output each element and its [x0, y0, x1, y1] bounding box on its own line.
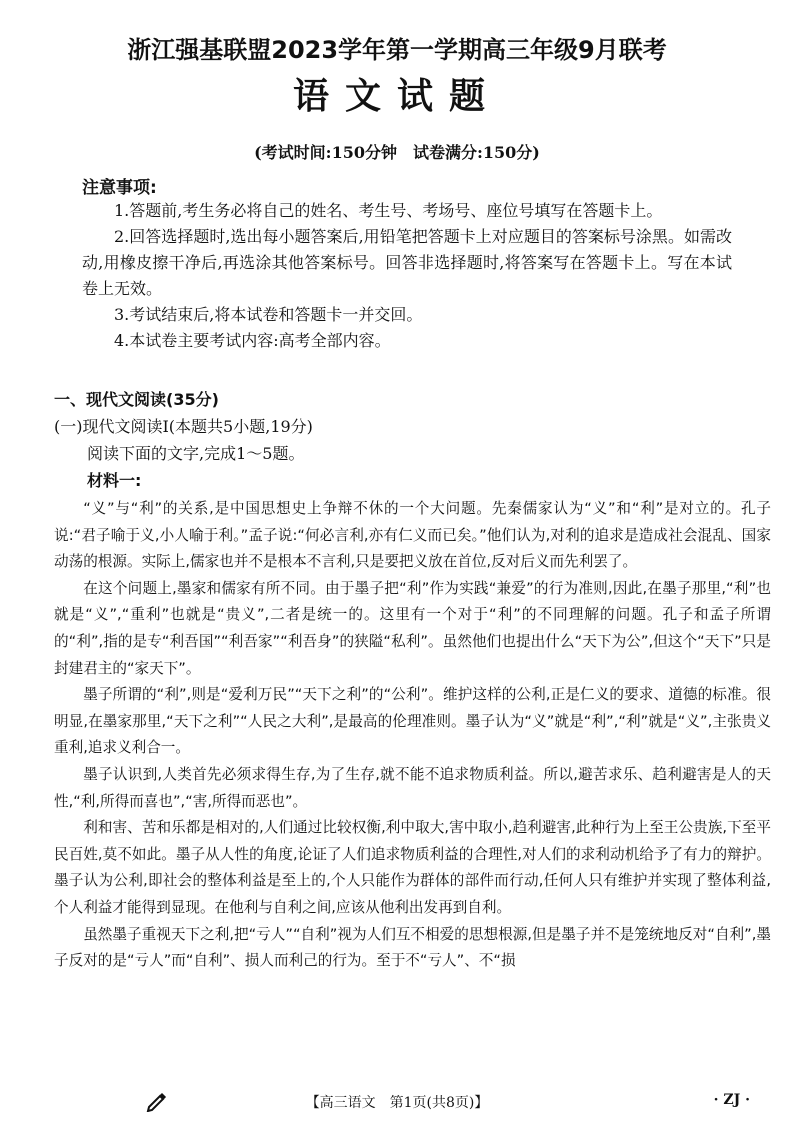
passage-paragraph: 在这个问题上,墨家和儒家有所不同。由于墨子把“利”作为实践“兼爱”的行为准则,因此,在墨子那里,“利”也就是“义”,“重利”也就是“贵义”,二者是统一的。这里有一个对于“利”的不同理解的问题。孔子和孟子所谓的“利”,指的是专“利吾国”“利吾家”“利吾身”的狭隘“私利”。虽然他们也提出什么“天下为公”,但这个“天下”只是封建君主的“家天下”。: [54, 579, 771, 677]
section-heading: 一、现代文阅读(35分): [54, 390, 219, 409]
exam-info: (考试时间:150分钟 试卷满分:150分): [254, 143, 540, 162]
passage-paragraph: 虽然墨子重视天下之利,把“亏人”“自利”视为人们互不相爱的思想根源,但是墨子并不是笼统地反对“自利”,墨子反对的是“亏人”而“自利”、损人而利己的行为。至于不“亏人”、不“损: [54, 925, 771, 970]
reading-passage: [54, 496, 771, 975]
page-number: 【高三语文 第1页(共8页)】: [305, 1095, 489, 1111]
notice-item: 4.本试卷主要考试内容:高考全部内容。: [114, 331, 391, 350]
reading-instruction: 阅读下面的文字,完成1～5题。: [87, 444, 305, 463]
exam-title: 浙江强基联盟2023学年第一学期高三年级9月联考: [127, 36, 667, 64]
notice-item: 3.考试结束后,将本试卷和答题卡一并交回。: [114, 305, 423, 324]
passage-paragraph: 利和害、苦和乐都是相对的,人们通过比较权衡,利中取大,害中取小,趋利避害,此种行为上至王公贵族,下至平民百姓,莫不如此。墨子从人性的角度,论证了人们追求物质利益的合理性,对人们的求利动机给予了有力的辩护。墨子认为公利,即社会的整体利益是至上的,个人只能作为群体的部件而行动,任何人只有维护并实现了整体利益,个人利益才能得到显现。在他利与自利之间,应该从他利出发再到自利。: [54, 819, 771, 916]
notice-item: 1.答题前,考生务必将自己的姓名、考生号、考场号、座位号填写在答题卡上。: [114, 201, 663, 220]
page-footer: [0, 1090, 794, 1114]
subject-title: 语文试题: [292, 76, 501, 117]
passage-paragraph: 墨子所谓的“利”,则是“爱利万民”“天下之利”的“公利”。维护这样的公利,正是仁义的要求、道德的标准。很明显,在墨家那里,“天下之利”“人民之大利”,是最高的伦理准则。墨子认为“义”就是“利”,“利”就是“义”,主张贵义重利,追求义利合一。: [54, 686, 771, 757]
passage-paragraph: “义”与“利”的关系,是中国思想史上争辩不休的一个大问题。先秦儒家认为“义”和“利”是对立的。孔子说:“君子喻于义,小人喻于利。”孟子说:“何必言利,亦有仁义而已矣。”他们认为,对利的追求是造成社会混乱、国家动荡的根源。实际上,儒家也并不是根本不言利,只是要把义放在首位,反对后义而先利罢了。: [54, 500, 771, 571]
notice-heading: 注意事项:: [82, 178, 157, 198]
subsection-heading: (一)现代文阅读Ⅰ(本题共5小题,19分): [54, 417, 313, 436]
material-label: 材料一:: [87, 471, 142, 490]
passage-paragraph: 墨子认识到,人类首先必须求得生存,为了生存,就不能不追求物质利益。所以,避苦求乐、趋利避害是人的天性,“利,所得而喜也”,“害,所得而恶也”。: [54, 765, 771, 810]
notice-item: 2.回答选择题时,选出每小题答案后,用铅笔把答题卡上对应题目的答案标号涂黑。如需改动,用橡皮擦干净后,再选涂其他答案标号。回答非选择题时,将答案写在答题卡上。写在本试卷上无效。: [82, 227, 732, 298]
notice-list: [82, 198, 732, 354]
region-code: · ZJ ·: [713, 1092, 750, 1108]
